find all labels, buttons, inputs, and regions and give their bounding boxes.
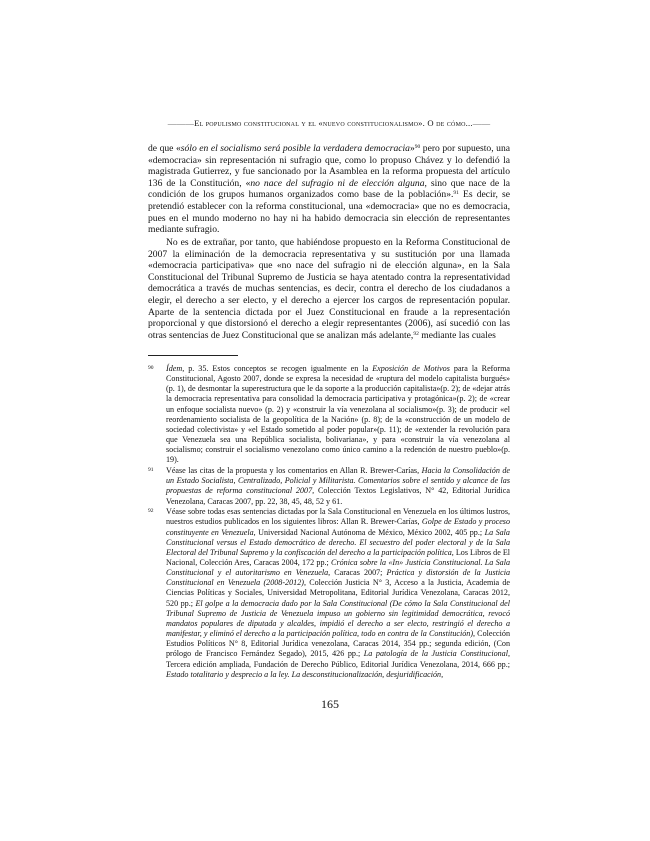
p2-text-a: No es de extrañar, por tanto, que habiéndose propuesto en la Reforma Constitucional de 2007 la eliminación de la democracia representativa y su sustitución por una llamada «democracia participativa» que «no nace del sufragio ni de elección alguna», en la Sala Constitucional del Tribunal Supremo de Justicia se haya atentado contra la representatividad democrática a través de muchas sentencias, es decir, contra el derecho de los ciudadanos a elegir, el derecho a ser electo, y el derecho a ejercer los cargos de representación popular. Aparte de la sentencia dictada por el Juez Constitucional en fraude a la representación proporcional y que distorsionó el derecho a elegir representantes (2006), así sucedió con las otras sentencias de Juez Constitucional que se analizan más adelante, [148, 237, 510, 341]
p1-text-f: , sino que nace de la condición de los grupos humanos organizados como base de la población». [148, 177, 510, 201]
fn90-italic-a: Ídem [166, 364, 183, 373]
fn92-book-title-1: Golpe de Estado y proceso constituyente en Venezuela [166, 517, 510, 537]
fn90-italic-c: Exposición de Motivos [372, 364, 450, 373]
footnote-number: 91 [148, 467, 154, 474]
p1-text-c: » [409, 143, 415, 154]
footnote-ref-90[interactable]: 90 [414, 144, 421, 150]
fn92-book-title-4: Práctica y distorsión de la Justicia Constitucional en Venezuela (2008-2012) [166, 568, 510, 588]
fn92-text-a: Véase sobre todas esas sentencias dictadas por la Sala Constitucional en Venezuela en los últimos lustros, nuestros estudios publicados en los siguientes libros: Allan R. Brewer-Carías, [166, 507, 510, 527]
fn92-text-i: , Colección Justicia N° 3, Acceso a la Justicia, Academia de Ciencias Políticas y Sociales, Universidad Metropolitana, Editorial Jurídica Venezolana, Caracas 2012, 520 pp.; [166, 578, 510, 608]
fn92-text-k: , Colección Estudios Políticos N° 8, Editorial Jurídica venezolana, Caracas 2014, 354 pp.; segunda edición, (Con prólogo de Francisco Fernández Segado), 2015, 426 pp.; [166, 629, 510, 659]
p1-quote-italic: sólo en el socialismo será posible la verdadera democracia [180, 143, 410, 154]
paragraph-2 [148, 237, 510, 341]
running-head-right-rule: —— [472, 118, 491, 128]
running-head-text: El populismo constitucional y el «nuevo constitucionalismo». O de cómo... [194, 118, 473, 128]
page-number: 165 [321, 697, 339, 711]
footnote-ref-92[interactable]: 92 [413, 330, 419, 337]
fn91-text-c: Colección Textos Legislativos, N° 42, Editorial Jurídica Venezolana, Caracas 2007, pp. 22, 38, 45, 48, 52 y 61. [166, 486, 510, 506]
footnote-ref-91[interactable]: 91 [453, 190, 459, 197]
footnote-number: 90 [148, 365, 154, 371]
footnote-number: 92 [148, 508, 154, 515]
fn91-text-a: Véase las citas de la propuesta y los comentarios en Allan R. Brewer-Carías, [166, 466, 422, 476]
running-head [140, 118, 518, 128]
fn90-text-b: , p. 35. Estos conceptos se recogen igualmente en la [182, 364, 373, 373]
footnote-90 [148, 364, 510, 466]
footnotes [148, 364, 510, 680]
paragraph-1 [148, 143, 510, 236]
p1-text-a: de que « [148, 143, 181, 154]
fn92-book-title-5: El golpe a la democracia dado por la Sala Constitucional (De cómo la Sala Constitucional del Tribunal Supremo de Justicia de Venezuela impuso un gobierno sin legitimidad democrática, revocó mandatos populares de diputada y alcaldes, impidió el derecho a ser electo, restringió el derecho a manifestar, y eliminó el derecho a la participación política, todo en contra de la Constitución) [166, 598, 510, 639]
fn92-book-title-2: La Sala Constitucional versus el Estado democrático de derecho. El secuestro del poder electoral y de la Sala Electoral del Tribunal Supremo y la confiscación del derecho a la participación política, [166, 527, 510, 557]
fn92-text-c: , Universidad Nacional Autónoma de México, México 2002, 405 pp.; [253, 527, 485, 537]
footnote-91 [148, 466, 510, 507]
p1-quote-italic-2: no nace del sufragio ni de elección alguna [250, 177, 425, 189]
fn92-text-e: Los Libros de El Nacional, Colección Ares, Caracas 2004, 172 pp.; [166, 547, 511, 567]
fn92-book-title-7: Estado totalitario y desprecio a la ley. La desconstitucionalización, desjuridificación, [166, 669, 444, 679]
fn91-book-title: Hacia la Consolidación de un Estado Socialista, Centralizado, Policial y Militarista. Comentarios sobre el sentido y alcance de las propuestas de reforma constitucional 2007, [166, 466, 511, 496]
footnote-separator [148, 355, 238, 356]
fn92-book-title-6: La patología de la Justicia Constitucional [363, 649, 508, 659]
fn92-text-m: , Tercera edición ampliada, Fundación de Derecho Público, Editorial Jurídica Venezolana, 2014, 666 pp.; [166, 649, 510, 669]
running-head-left-rule: ——— [167, 118, 195, 128]
p2-text-b: mediante las cuales [418, 329, 496, 341]
footnote-92 [148, 507, 510, 680]
fn90-text-d: para la Reforma Constitucional, Agosto 2007, donde se expresa la necesidad de «ruptura del modelo capitalista burgués» (p. 1), de desmontar la superestructura que le da soporte a la producción capitalista»(p. 2); de «dejar atrás la democracia representativa para consolidad la democracia participativa y protagónica»(p. 2); de «crear un enfoque socialista nuevo» (p. 2) y «construir la vía venezolana al socialismo»(p. 3); de producir «el reordenamiento socialista de la geopolítica de la Nación» (p. 8); de la «construcción de un modelo de sociedad colectivista» y «el Estado sometido al poder popular»(p. 11); de «extender la revolución para que Venezuela sea una República socialista, bolivariana», y para «construir la vía venezolana al socialismo; construir el socialismo venezolano como único camino a la redención de nuestro pueblo»(p. 19). [166, 364, 510, 465]
p1-text-d: pero por supuesto, una «democracia» sin representación ni sufragio que, como lo propuso Chávez y lo defendió la magistrada Gutierrez, y fue sancionado por la Asamblea en la reforma propuesta del artículo 136 de la Constitución, « [148, 143, 510, 189]
fn92-text-g: , Caracas 2007; [328, 568, 387, 578]
fn92-book-title-3: Crónica sobre la «In» Justicia Constitucional. La Sala Constitucional y el autoritarismo en Venezuela [166, 557, 510, 578]
p1-text-g: Es decir, se pretendió establecer con la reforma constitucional, una «democracia» que no es democracia, pues en el mundo moderno no hay ni ha habido democracia sin elección de representantes mediante sufragio. [148, 189, 511, 236]
